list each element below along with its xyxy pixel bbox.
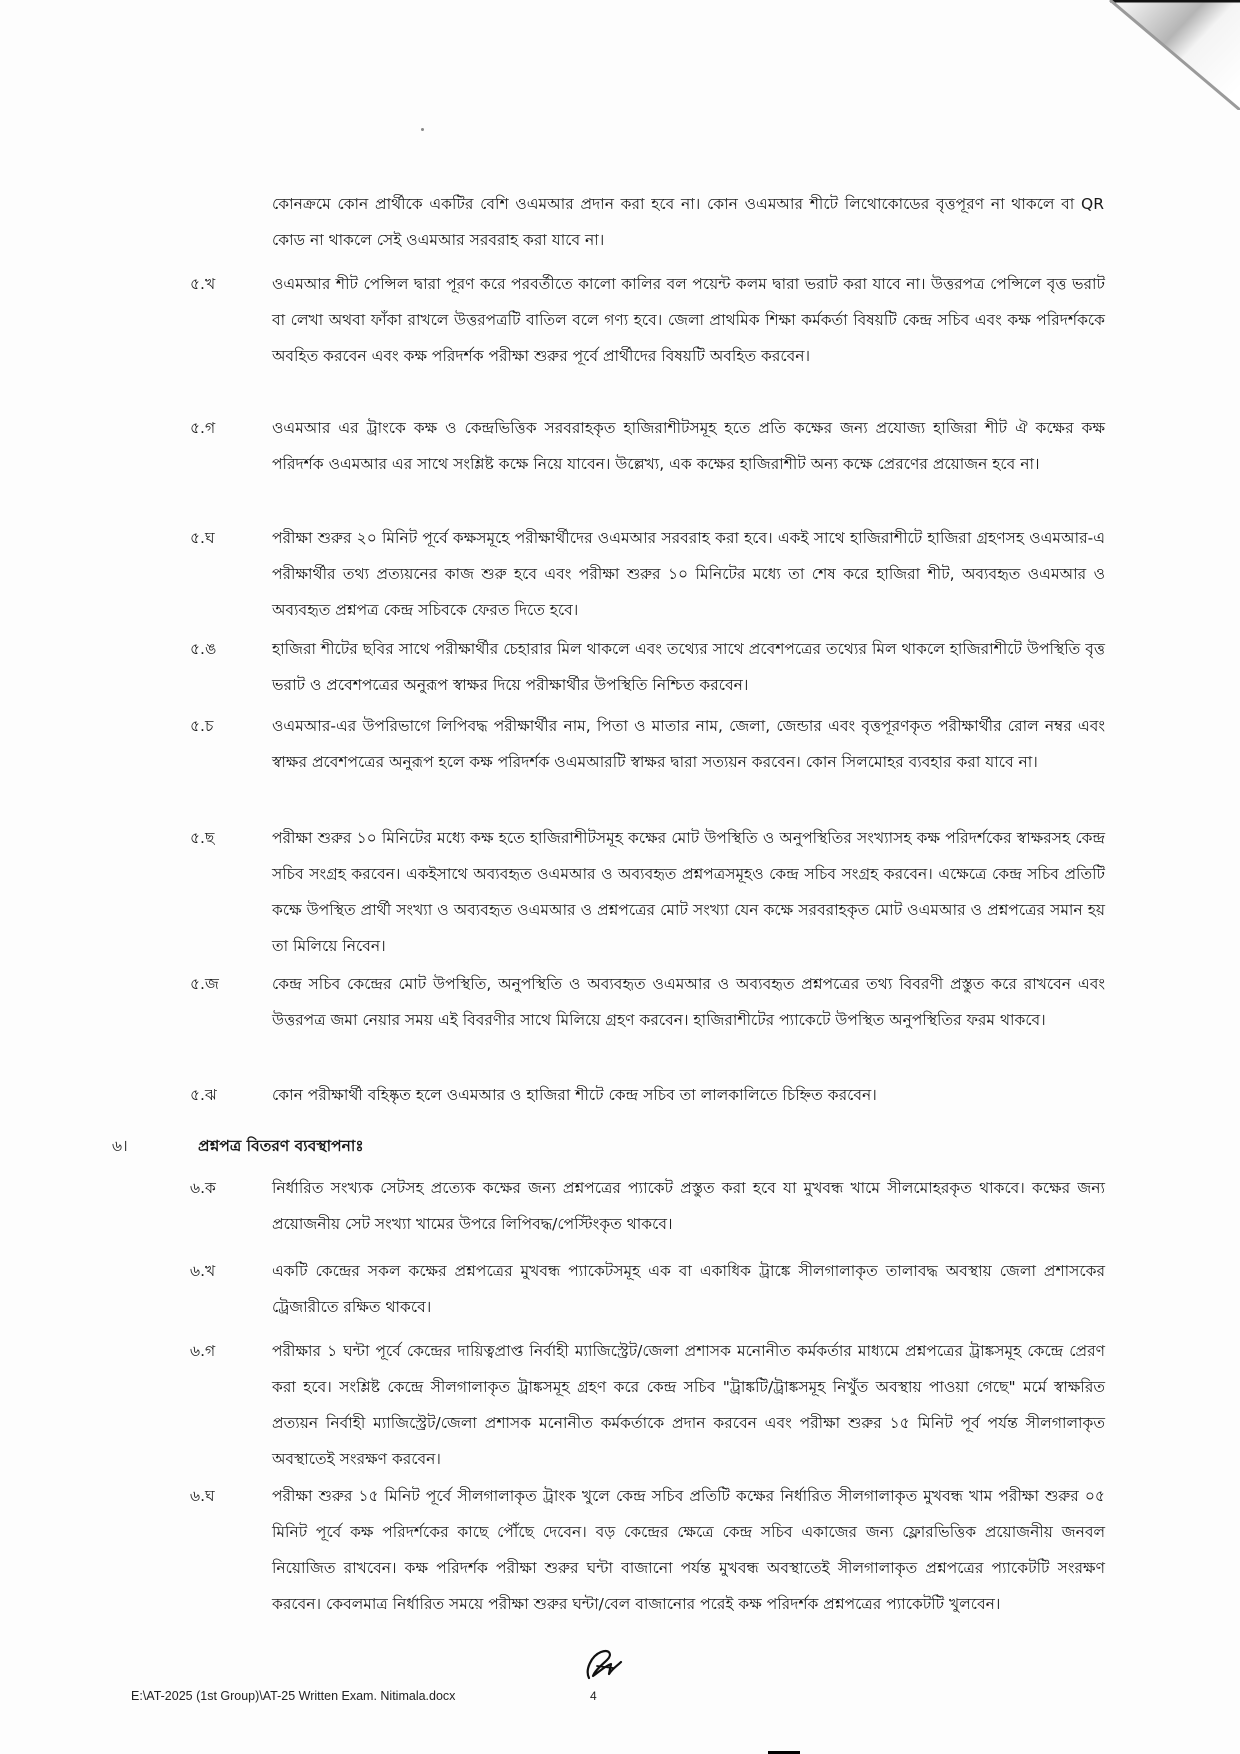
clause-number: ৫.জ bbox=[190, 975, 219, 993]
clause-text: ওএমআর শীট পেন্সিল দ্বারা পূরণ করে পরবর্তীতে কালো কালির বল পয়েন্ট কলম দ্বারা ভরাট করা যাবে না। উত্তরপত্র পেন্সিলে বৃত্ত ভরাট বা লেখা অথবা ফাঁকা রাখলে উত্তরপত্রটি বাতিল বলে গণ্য হবে। জেলা প্রাথমিক শিক্ষা কর্মকর্তা বিষয়টি কেন্দ্র সচিব এবং কক্ষ পরিদর্শককে অবহিত করবেন এবং কক্ষ পরিদর্শক পরীক্ষা শুরুর পূর্বে প্রার্থীদের বিষয়টি অবহিত করবেন। bbox=[272, 275, 1105, 365]
clause-number: ৬.ঘ bbox=[190, 1487, 215, 1505]
footer-file-path: E:\AT-2025 (1st Group)\AT-25 Written Exam. Nitimala.docx bbox=[131, 1689, 456, 1703]
clause-6-kha bbox=[190, 1253, 1105, 1325]
clause-number: ৫.ছ bbox=[190, 829, 215, 847]
clause-text: পরীক্ষা শুরুর ১০ মিনিটের মধ্যে কক্ষ হতে হাজিরাশীটসমূহ কক্ষের মোট উপস্থিতি ও অনুপস্থিতির সংখ্যাসহ কক্ষ পরিদর্শকের স্বাক্ষরসহ কেন্দ্র সচিব সংগ্রহ করবেন। একইসাথে অব্যবহৃত ওএমআর ও অব্যবহৃত প্রশ্নপত্রসমূহও কেন্দ্র সচিব সংগ্রহ করবেন। এক্ষেত্রে কেন্দ্র সচিব প্রতিটি কক্ষে উপস্থিত প্রার্থী সংখ্যা ও অব্যবহৃত ওএমআর ও প্রশ্নপত্রের মোট সংখ্যা যেন কক্ষে সরবরাহকৃত মোট ওএমআর ও প্রশ্নপত্রের সমান হয় তা মিলিয়ে নিবেন। bbox=[272, 829, 1105, 955]
clause-6-gha bbox=[190, 1478, 1105, 1622]
clause-5-uma bbox=[190, 631, 1105, 703]
clause-text: পরীক্ষা শুরুর ২০ মিনিট পূর্বে কক্ষসমূহে পরীক্ষার্থীদের ওএমআর সরবরাহ করা হবে। একই সাথে হাজিরাশীটে হাজিরা গ্রহণসহ ওএমআর-এ পরীক্ষার্থীর তথ্য প্রত্যয়নের কাজ শুরু হবে এবং পরীক্ষা শুরুর ১০ মিনিটের মধ্যে তা শেষ করে হাজিরা শীট, অব্যবহৃত ওএমআর ও অব্যবহৃত প্রশ্নপত্র কেন্দ্র সচিবকে ফেরত দিতে হবে। bbox=[272, 529, 1105, 619]
clause-number: ৫.ঝ bbox=[190, 1086, 217, 1104]
clause-5-jha bbox=[190, 1077, 1105, 1113]
section-6-heading bbox=[112, 1131, 364, 1161]
clause-5-chha bbox=[190, 820, 1105, 964]
clause-5-cha bbox=[190, 708, 1105, 780]
clause-text: ওএমআর-এর উপরিভাগে লিপিবদ্ধ পরীক্ষার্থীর নাম, পিতা ও মাতার নাম, জেলা, জেন্ডার এবং বৃত্তপূরণকৃত পরীক্ষার্থীর রোল নম্বর এবং স্বাক্ষর প্রবেশপত্রের অনুরূপ হলে কক্ষ পরিদর্শক ওএমআরটি স্বাক্ষর দ্বারা সত্যয়ন করবেন। কোন সিলমোহর ব্যবহার করা যাবে না। bbox=[272, 717, 1105, 771]
clause-5-ja bbox=[190, 966, 1105, 1038]
clause-number: ৬.ক bbox=[190, 1179, 216, 1197]
clause-text: হাজিরা শীটের ছবির সাথে পরীক্ষার্থীর চেহারার মিল থাকলে এবং তথ্যের সাথে প্রবেশপত্রের তথ্যের মিল থাকলে হাজিরাশীটে উপস্থিতি বৃত্ত ভরাট ও প্রবেশপত্রের অনুরূপ স্বাক্ষর দিয়ে পরীক্ষার্থীর উপস্থিতি নিশ্চিত করবেন। bbox=[272, 640, 1105, 694]
clause-number: ৬.গ bbox=[190, 1342, 216, 1360]
clause-number: ৫.চ bbox=[190, 717, 214, 735]
clause-text: কোন পরীক্ষার্থী বহিষ্কৃত হলে ওএমআর ও হাজিরা শীটে কেন্দ্র সচিব তা লালকালিতে চিহ্নিত করবেন। bbox=[272, 1086, 877, 1104]
clause-text: নির্ধারিত সংখ্যক সেটসহ প্রত্যেক কক্ষের জন্য প্রশ্নপত্রের প্যাকেট প্রস্তুত করা হবে যা মুখবন্ধ খামে সীলমোহরকৃত থাকবে। কক্ষের জন্য প্রয়োজনীয় সেট সংখ্যা খামের উপরে লিপিবদ্ধ/পেস্টিংকৃত থাকবে। bbox=[272, 1179, 1105, 1233]
clause-text: একটি কেন্দ্রের সকল কক্ষের প্রশ্নপত্রের মুখবন্ধ প্যাকেটসমূহ এক বা একাধিক ট্রাঙ্কে সীলগালাকৃত তালাবদ্ধ অবস্থায় জেলা প্রশাসকের ট্রেজারীতে রক্ষিত থাকবে। bbox=[272, 1262, 1105, 1316]
clause-number: ৫.খ bbox=[190, 275, 216, 293]
clause-number: ৫.গ bbox=[190, 419, 216, 437]
clause-5-kha bbox=[190, 266, 1105, 374]
intro-paragraph: কোনক্রমে কোন প্রার্থীকে একটির বেশি ওএমআর প্রদান করা হবে না। কোন ওএমআর শীটে লিথোকোডের বৃত্তপূরণ না থাকলে বা QR কোড না থাকলে সেই ওএমআর সরবরাহ করা যাবে না। bbox=[272, 195, 1104, 249]
clause-text: পরীক্ষার ১ ঘন্টা পূর্বে কেন্দ্রের দায়িত্বপ্রাপ্ত নির্বাহী ম্যাজিস্ট্রেট/জেলা প্রশাসক মনোনীত কর্মকর্তার মাধ্যমে প্রশ্নপত্রের ট্রাঙ্কসমূহ কেন্দ্রে প্রেরণ করা হবে। সংশ্লিষ্ট কেন্দ্রে সীলগালাকৃত ট্রাঙ্কসমূহ গ্রহণ করে কেন্দ্র সচিব "ট্রাঙ্কটি/ট্রাঙ্কসমূহ নিখুঁত অবস্থায় পাওয়া গেছে" মর্মে স্বাক্ষরিত প্রত্যয়ন নির্বাহী ম্যাজিস্ট্রেট/জেলা প্রশাসক মনোনীত কর্মকর্তাকে প্রদান করবেন এবং পরীক্ষা শুরুর ১৫ মিনিট পূর্ব পর্যন্ত সীলগালাকৃত অবস্থাতেই সংরক্ষণ করবেন। bbox=[272, 1342, 1105, 1468]
section-number: ৬। bbox=[112, 1137, 128, 1155]
clause-number: ৫.ঘ bbox=[190, 529, 215, 547]
clause-5-gha bbox=[190, 520, 1105, 628]
signature-initials bbox=[583, 1648, 623, 1682]
clause-5-ga bbox=[190, 410, 1105, 482]
clause-text: পরীক্ষা শুরুর ১৫ মিনিট পূর্বে সীলগালাকৃত ট্রাংক খুলে কেন্দ্র সচিব প্রতিটি কক্ষের নির্ধারিত সীলগালাকৃত মুখবন্ধ খাম পরীক্ষা শুরুর ০৫ মিনিট পূর্বে কক্ষ পরিদর্শকের কাছে পৌঁছে দেবেন। বড় কেন্দ্রের ক্ষেত্রে কেন্দ্র সচিব একাজের জন্য ফ্লোরভিত্তিক প্রয়োজনীয় জনবল নিয়োজিত রাখবেন। কক্ষ পরিদর্শক পরীক্ষা শুরুর ঘন্টা বাজানো পর্যন্ত মুখবন্ধ অবস্থাতেই সীলগালাকৃত প্রশ্নপত্রের প্যাকেটটি সংরক্ষণ করবেন। কেবলমাত্র নির্ধারিত সময়ে পরীক্ষা শুরুর ঘন্টা/বেল বাজানোর পরেই কক্ষ পরিদর্শক প্রশ্নপত্রের প্যাকেটটি খুলবেন। bbox=[272, 1487, 1105, 1613]
clause-6-ka bbox=[190, 1170, 1105, 1242]
clause-number: ৬.খ bbox=[190, 1262, 216, 1280]
clause-6-ga bbox=[190, 1333, 1105, 1477]
clause-text: কেন্দ্র সচিব কেন্দ্রের মোট উপস্থিতি, অনুপস্থিতি ও অব্যবহৃত ওএমআর ও অব্যবহৃত প্রশ্নপত্রের তথ্য বিবরণী প্রস্তুত করে রাখবেন এবং উত্তরপত্র জমা নেয়ার সময় এই বিবরণীর সাথে মিলিয়ে গ্রহণ করবেন। হাজিরাশীটের প্যাকেটে উপস্থিত অনুপস্থিতির ফরম থাকবে। bbox=[272, 975, 1105, 1029]
clause-text: ওএমআর এর ট্রাংকে কক্ষ ও কেন্দ্রভিত্তিক সরবরাহকৃত হাজিরাশীটসমূহ হতে প্রতি কক্ষের জন্য প্রযোজ্য হাজিরা শীট ঐ কক্ষের কক্ষ পরিদর্শক ওএমআর এর সাথে সংশ্লিষ্ট কক্ষে নিয়ে যাবেন। উল্লেখ্য, এক কক্ষের হাজিরাশীট অন্য কক্ষে প্রেরণের প্রয়োজন হবে না। bbox=[272, 419, 1105, 473]
footer-page-number: 4 bbox=[590, 1689, 597, 1703]
scan-speck bbox=[421, 128, 424, 131]
clause-number: ৫.ঙ bbox=[190, 640, 217, 658]
folded-corner bbox=[1090, 0, 1240, 110]
section-title: প্রশ্নপত্র বিতরণ ব্যবস্থাপনাঃ bbox=[198, 1137, 364, 1155]
